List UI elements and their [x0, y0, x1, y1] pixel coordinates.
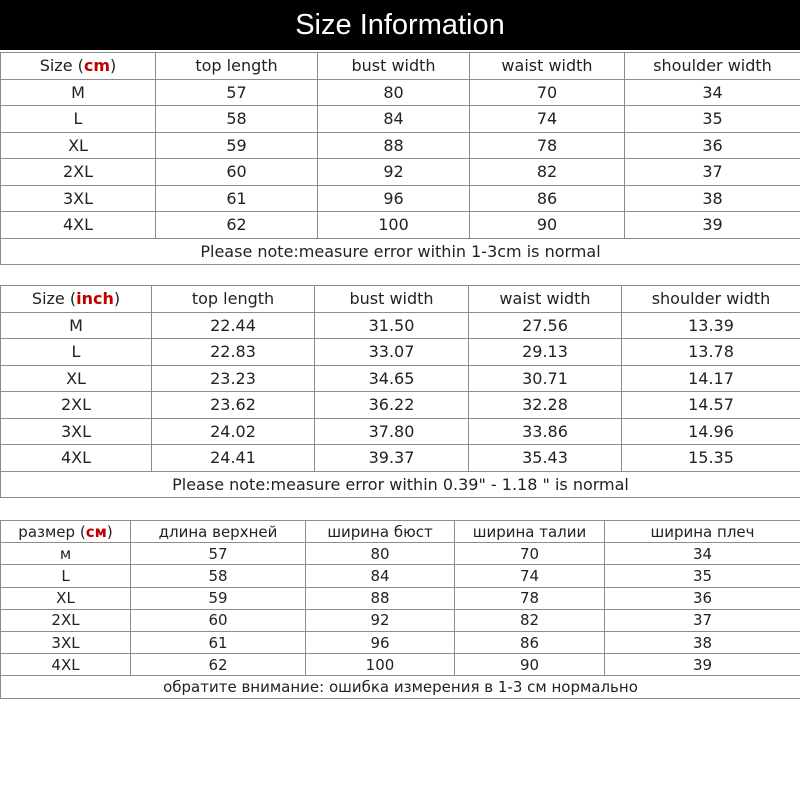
column-header: ширина плеч [605, 521, 800, 543]
table-cell: 86 [455, 631, 605, 653]
table-cell: 80 [306, 543, 455, 565]
table-cell: 57 [156, 79, 318, 106]
table-cell: 39 [605, 654, 800, 676]
table-cell: 24.02 [152, 418, 315, 445]
table-cell: 96 [318, 185, 470, 212]
unit-label: cm [83, 56, 111, 76]
table-cell: 15.35 [622, 445, 800, 472]
table-cell: 100 [318, 212, 470, 239]
table-cell: 22.83 [152, 339, 315, 366]
table-cell: 2XL [1, 159, 156, 186]
table-cell: 29.13 [469, 339, 622, 366]
table-cell: 36 [625, 132, 800, 159]
table-cell: 14.17 [622, 365, 800, 392]
table-cell: 61 [131, 631, 306, 653]
size-table-inch [0, 285, 800, 498]
table-cell: 78 [470, 132, 625, 159]
table-cell: 60 [156, 159, 318, 186]
table-cell: 90 [455, 654, 605, 676]
table-cell: 39.37 [315, 445, 469, 472]
table-cell: 82 [470, 159, 625, 186]
table-row [1, 654, 800, 676]
table-row [1, 392, 800, 419]
note-row [1, 238, 800, 265]
column-header: ширина бюст [306, 521, 455, 543]
table-cell: 13.78 [622, 339, 800, 366]
table-row [1, 631, 800, 653]
table-cell: M [1, 79, 156, 106]
table-cell: 88 [306, 587, 455, 609]
table-cell: 61 [156, 185, 318, 212]
page-title: Size Information [295, 8, 505, 41]
measurement-note: Please note:measure error within 0.39" - 1.18 " is normal [1, 471, 800, 498]
table-cell: 36 [605, 587, 800, 609]
table-cell: 14.57 [622, 392, 800, 419]
table-row [1, 106, 800, 133]
table-cell: XL [1, 132, 156, 159]
table-cell: 31.50 [315, 312, 469, 339]
table-cell: 100 [306, 654, 455, 676]
table-cell: 35 [625, 106, 800, 133]
table-cell: 3XL [1, 185, 156, 212]
table-cell: 2XL [1, 609, 131, 631]
table-cell: 23.23 [152, 365, 315, 392]
table-cell: 2XL [1, 392, 152, 419]
table-cell: 34.65 [315, 365, 469, 392]
table-cell: 13.39 [622, 312, 800, 339]
table-row [1, 159, 800, 186]
note-row [1, 471, 800, 498]
note-row [1, 676, 800, 698]
table-cell: 30.71 [469, 365, 622, 392]
table-cell: 35 [605, 565, 800, 587]
column-header: top length [156, 53, 318, 80]
table-cell: 59 [156, 132, 318, 159]
table-cell: 37.80 [315, 418, 469, 445]
measurement-note: Please note:measure error within 1-3cm is normal [1, 238, 800, 265]
table-header-row [1, 521, 800, 543]
table-header-row [1, 53, 800, 80]
table-row [1, 79, 800, 106]
table-row [1, 212, 800, 239]
table-cell: 59 [131, 587, 306, 609]
table-cell: 80 [318, 79, 470, 106]
table-row [1, 445, 800, 472]
table-cell: 34 [605, 543, 800, 565]
table-cell: 32.28 [469, 392, 622, 419]
table-cell: 92 [306, 609, 455, 631]
unit-label: inch [76, 289, 114, 309]
table-cell: 84 [318, 106, 470, 133]
column-header: bust width [315, 286, 469, 313]
table-cell: 37 [625, 159, 800, 186]
table-row [1, 312, 800, 339]
column-header: ширина талии [455, 521, 605, 543]
table-cell: 74 [470, 106, 625, 133]
table-cell: 37 [605, 609, 800, 631]
table-cell: 24.41 [152, 445, 315, 472]
table-row [1, 339, 800, 366]
table-cell: 27.56 [469, 312, 622, 339]
table-cell: L [1, 565, 131, 587]
table-cell: 3XL [1, 418, 152, 445]
table-cell: 70 [470, 79, 625, 106]
table-cell: 22.44 [152, 312, 315, 339]
table-cell: 33.86 [469, 418, 622, 445]
table-row [1, 418, 800, 445]
table-cell: 62 [131, 654, 306, 676]
column-header: длина верхней [131, 521, 306, 543]
table-cell: 86 [470, 185, 625, 212]
column-header: bust width [318, 53, 470, 80]
size-header: Size (cm) [1, 53, 156, 80]
table-cell: 82 [455, 609, 605, 631]
table-cell: 34 [625, 79, 800, 106]
table-row [1, 132, 800, 159]
measurement-note: обратите внимание: ошибка измерения в 1-3 см нормально [1, 676, 800, 698]
table-row [1, 185, 800, 212]
table-cell: 62 [156, 212, 318, 239]
size-header: Size (inch) [1, 286, 152, 313]
table-cell: 70 [455, 543, 605, 565]
size-header: размер (см) [1, 521, 131, 543]
table-cell: M [1, 312, 152, 339]
column-header: top length [152, 286, 315, 313]
unit-label: см [85, 522, 107, 541]
table-cell: 38 [605, 631, 800, 653]
table-cell: 58 [156, 106, 318, 133]
column-header: shoulder width [625, 53, 800, 80]
table-cell: 3XL [1, 631, 131, 653]
table-cell: 4XL [1, 445, 152, 472]
table-cell: 92 [318, 159, 470, 186]
table-row [1, 365, 800, 392]
table-cell: 36.22 [315, 392, 469, 419]
table-cell: 4XL [1, 654, 131, 676]
size-table-ru [0, 520, 800, 699]
table-cell: 96 [306, 631, 455, 653]
column-header: waist width [469, 286, 622, 313]
table-cell: 38 [625, 185, 800, 212]
table-row [1, 609, 800, 631]
table-cell: 90 [470, 212, 625, 239]
table-cell: 88 [318, 132, 470, 159]
table-cell: 84 [306, 565, 455, 587]
table-row [1, 543, 800, 565]
table-cell: 58 [131, 565, 306, 587]
size-table-cm [0, 52, 800, 265]
column-header: waist width [470, 53, 625, 80]
table-cell: м [1, 543, 131, 565]
table-cell: 33.07 [315, 339, 469, 366]
table-cell: L [1, 339, 152, 366]
table-cell: L [1, 106, 156, 133]
table-cell: XL [1, 365, 152, 392]
table-cell: 35.43 [469, 445, 622, 472]
table-cell: XL [1, 587, 131, 609]
table-cell: 60 [131, 609, 306, 631]
table-cell: 39 [625, 212, 800, 239]
table-cell: 78 [455, 587, 605, 609]
column-header: shoulder width [622, 286, 800, 313]
table-row [1, 565, 800, 587]
table-cell: 74 [455, 565, 605, 587]
table-cell: 23.62 [152, 392, 315, 419]
table-row [1, 587, 800, 609]
title-banner [0, 0, 800, 50]
table-header-row [1, 286, 800, 313]
table-cell: 14.96 [622, 418, 800, 445]
table-cell: 4XL [1, 212, 156, 239]
table-cell: 57 [131, 543, 306, 565]
